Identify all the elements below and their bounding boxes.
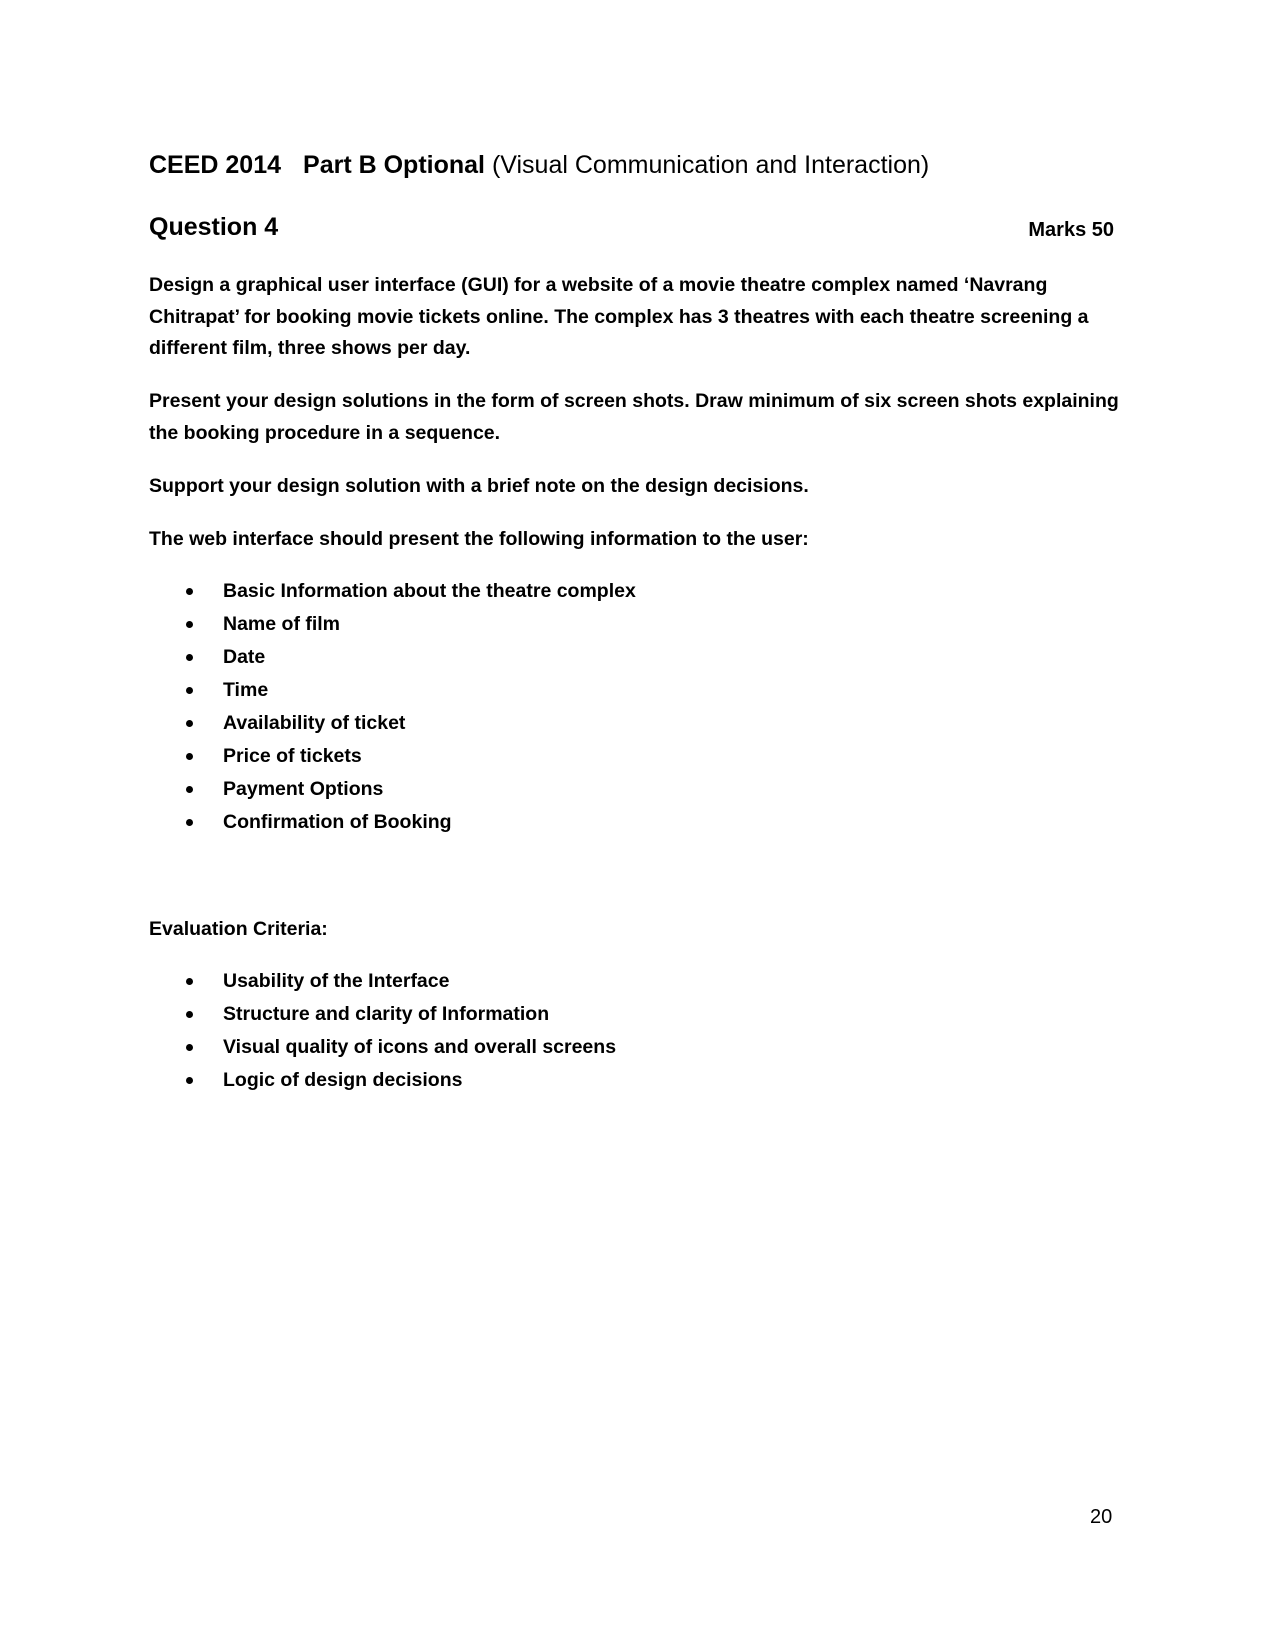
list-item: Time [149, 675, 1049, 708]
evaluation-list [149, 966, 1049, 1098]
question-heading [149, 212, 1114, 246]
bullet-icon [186, 786, 193, 793]
bullet-icon [186, 621, 193, 628]
design-note-instruction: Support your design solution with a brief note on the design decisions. [149, 475, 809, 497]
bullet-icon [186, 978, 193, 985]
bullet-icon [186, 588, 193, 595]
list-item: Usability of the Interface [149, 966, 1049, 999]
bullet-icon [186, 720, 193, 727]
list-item: Availability of ticket [149, 708, 1049, 741]
exam-part: Part B Optional [303, 151, 485, 179]
list-item: Logic of design decisions [149, 1065, 1049, 1098]
list-item: Name of film [149, 609, 1049, 642]
list-item: Confirmation of Booking [149, 807, 1049, 840]
bullet-icon [186, 687, 193, 694]
bullet-icon [186, 654, 193, 661]
task-description: Design a graphical user interface (GUI) for a website of a movie theatre complex named ‘Navrang Chitrapat’ for booking movie tickets online. The complex has 3 theatres with each theatre screening a different film, three shows per day. [149, 274, 1089, 359]
list-item: Basic Information about the theatre complex [149, 576, 1049, 609]
list-item: Payment Options [149, 774, 1049, 807]
question-title: Question 4 [149, 213, 279, 241]
list-item: Visual quality of icons and overall screens [149, 1032, 1049, 1065]
question-marks: Marks 50 [1028, 219, 1114, 241]
exam-name: CEED 2014 [149, 151, 282, 179]
exam-subtitle: (Visual Communication and Interaction) [491, 151, 930, 179]
information-intro: The web interface should present the following information to the user: [149, 528, 809, 550]
bullet-icon [186, 1077, 193, 1084]
document-header [149, 150, 929, 180]
list-item: Price of tickets [149, 741, 1049, 774]
bullet-icon [186, 1044, 193, 1051]
list-item: Structure and clarity of Information [149, 999, 1049, 1032]
evaluation-criteria-label: Evaluation Criteria: [149, 918, 328, 940]
list-item: Date [149, 642, 1049, 675]
bullet-icon [186, 1011, 193, 1018]
information-list [149, 576, 1049, 840]
bullet-icon [186, 819, 193, 826]
page-number: 20 [1090, 1506, 1113, 1528]
bullet-icon [186, 753, 193, 760]
presentation-instructions: Present your design solutions in the form of screen shots. Draw minimum of six screen shots explaining the booking procedure in a sequence. [149, 390, 1119, 444]
